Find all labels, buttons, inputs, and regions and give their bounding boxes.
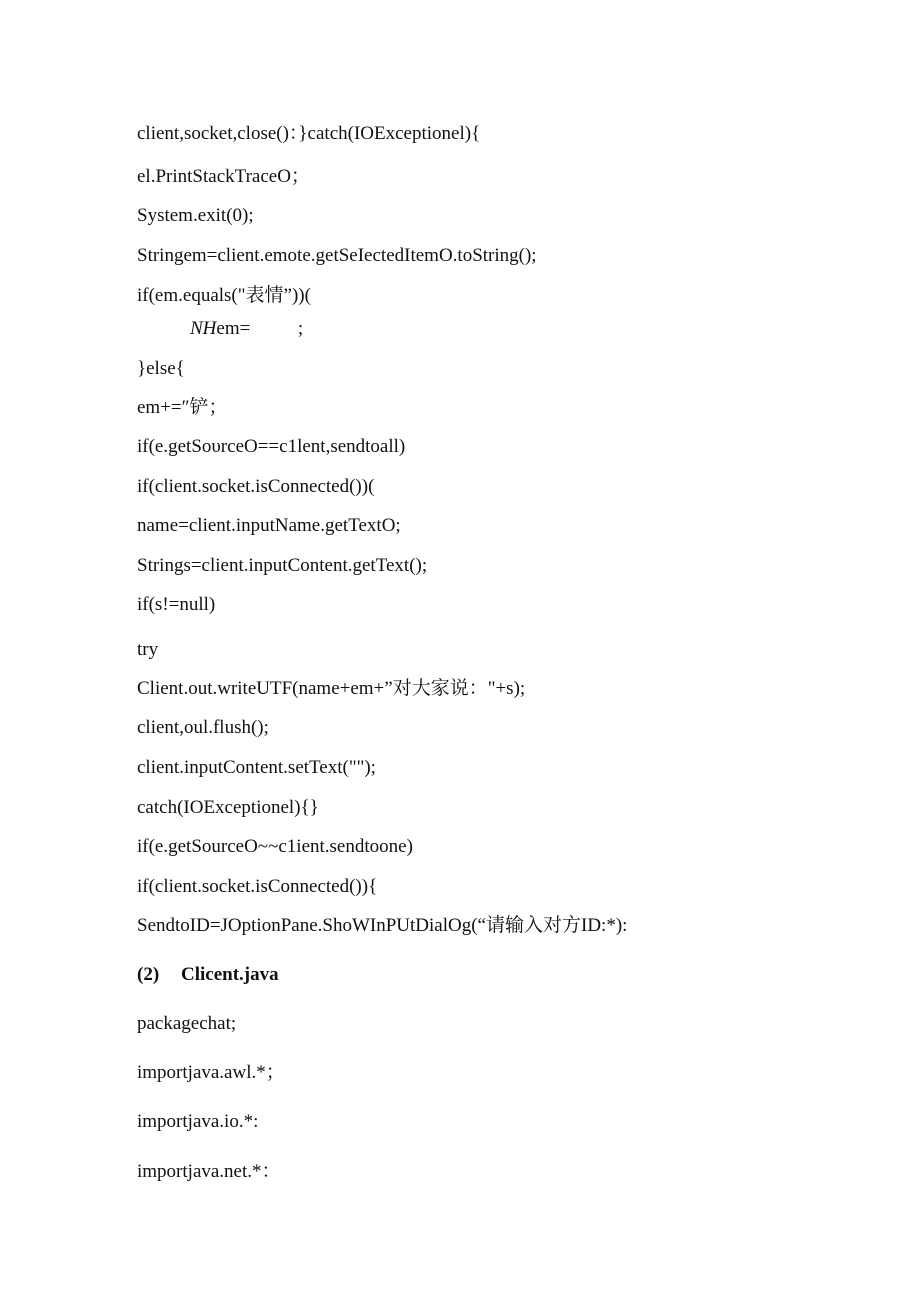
code-line-5: if(em.equals("表情”))(	[137, 285, 311, 306]
code-line-2: el.PrintStackTraceO；	[137, 166, 310, 187]
java-line-2: importjava.awl.*；	[137, 1062, 285, 1083]
section-title: Clicent.java	[181, 964, 279, 985]
code-line-4: Stringem=client.emote.getSeIectedItemO.toString();	[137, 245, 537, 266]
code-line-8: em+=″铲；	[137, 397, 228, 418]
code-line-1: client,socket,close()：}catch(IOExceptionel){	[137, 123, 481, 144]
code-line-15: Client.out.writeUTF(name+em+”对大家说："+s);	[137, 678, 526, 699]
java-line-4: importjava.net.*：	[137, 1161, 281, 1182]
code-line-16: client,oul.flush();	[137, 717, 269, 738]
code-line-14: try	[137, 639, 159, 660]
java-line-3: importjava.io.*:	[137, 1111, 259, 1132]
section-heading	[137, 963, 279, 987]
java-line-1: packagechat;	[137, 1013, 237, 1034]
code-line-19: if(e.getSourceO~~c1ient.sendtoone)	[137, 836, 413, 857]
code-line-11: name=client.inputName.getTextO;	[137, 515, 401, 536]
code-line-6-rest: em= ;	[216, 318, 304, 339]
code-line-6: NHem= ;	[190, 318, 304, 339]
code-line-20: if(client.socket.isConnected()){	[137, 876, 378, 897]
code-line-12: Strings=client.inputContent.getText();	[137, 555, 428, 576]
code-line-7: }else{	[137, 358, 185, 379]
code-line-18: catch(IOExceptionel){}	[137, 797, 319, 818]
code-line-17: client.inputContent.setText("");	[137, 757, 376, 778]
code-line-21: SendtoID=JOptionPane.ShoWInPUtDialOg(“请输入对方ID:*):	[137, 915, 628, 936]
section-number: (2)	[137, 964, 160, 985]
code-line-13: if(s!=null)	[137, 594, 216, 615]
code-line-3: System.exit(0);	[137, 205, 254, 226]
code-line-10: if(client.socket.isConnected())(	[137, 476, 375, 497]
code-line-9: if(e.getSoυrceO==c1lent,sendtoall)	[137, 436, 406, 457]
